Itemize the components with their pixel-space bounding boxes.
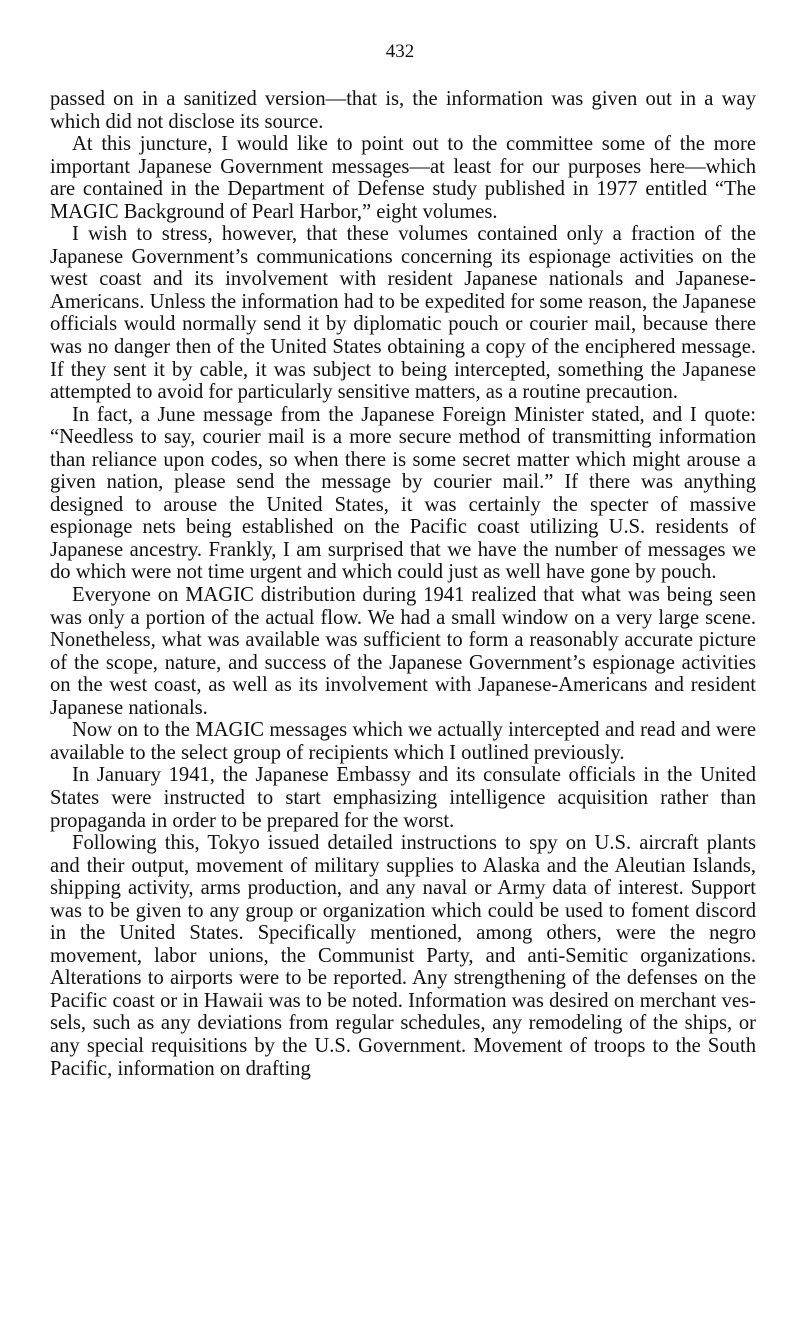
body-text [50,88,756,1080]
paragraph-magic-distribution: Everyone on MAGIC distribution during 1941 realized that what was being seen was only a portion of the actual flow. We had a small window on a very large scene. Nonetheless, what was available was sufficient to form a reasonably accurate picture of the scope, nature, and success of the Japanese Government’s espionage activities on the west coast, as well as its involvement with Japanese-Americans and resident Japanese nationals. [50,584,756,719]
paragraph-tokyo-instructions: Following this, Tokyo issued detailed instructions to spy on U.S. aircraft plants and their output, movement of military supplies to Alaska and the Aleutian Islands, shipping activity, arms production, and any naval or Army data of interest. Support was to be given to any group or organization which could be used to foment discord in the United States. Specifically mentioned, among others, were the negro movement, labor unions, the Communist Party, and anti-Semitic organizations. Alterations to airports were to be reported. Any strengthening of the defenses on the Pacific coast or in Hawaii was to be noted. Information was desired on merchant vessels, such as any deviations from regular schedules, any remodeling of the ships, or any special requisitions by the U.S. Government. Movement of troops to the South Pacific, information on drafting [50,832,756,1080]
paragraph-january-1941: In January 1941, the Japanese Embassy and its consulate officials in the United States were instructed to start emphasizing intelligence acquisition rather than propaganda in order to be prepared for the worst. [50,764,756,832]
paragraph-intercepted-messages: Now on to the MAGIC messages which we actually intercepted and read and were available to the select group of recipients which I outlined previously. [50,719,756,764]
paragraph-fraction-of-communications: I wish to stress, however, that these volumes contained only a fraction of the Japanese Government’s communications concerning its espionage activities on the west coast and its involvement with resident Japanese nationals and Japanese-Americans. Unless the information had to be expedited for some reason, the Japanese officials would normally send it by diplomatic pouch or courier mail, because there was no danger then of the United States obtaining a copy of the enciphered message. If they sent it by cable, it was subject to being intercepted, something the Japanese attempted to avoid for particularly sensitive matters, as a routine precaution. [50,223,756,404]
paragraph-continued: passed on in a sanitized version—that is, the information was given out in a way which did not disclose its source. [50,88,756,133]
paragraph-magic-background: At this juncture, I would like to point out to the committee some of the more important Japanese Government messages—at least for our purposes here—which are contained in the Department of Defense study published in 1977 entitled “The MAGIC Background of Pearl Harbor,” eight volumes. [50,133,756,223]
page-number: 432 [385,41,415,62]
paragraph-june-message: In fact, a June message from the Japanese Foreign Minister stated, and I quote: “Needless to say, courier mail is a more secure method of transmitting information than reliance upon codes, so when there is some secret matter which might arouse a given nation, please send the message by courier mail.” If there was anything designed to arouse the United States, it was certainly the specter of massive espionage nets being established on the Pacific coast utilizing U.S. residents of Japanese ancestry. Frankly, I am surprised that we have the number of messages we do which were not time urgent and which could just as well have gone by pouch. [50,403,756,584]
